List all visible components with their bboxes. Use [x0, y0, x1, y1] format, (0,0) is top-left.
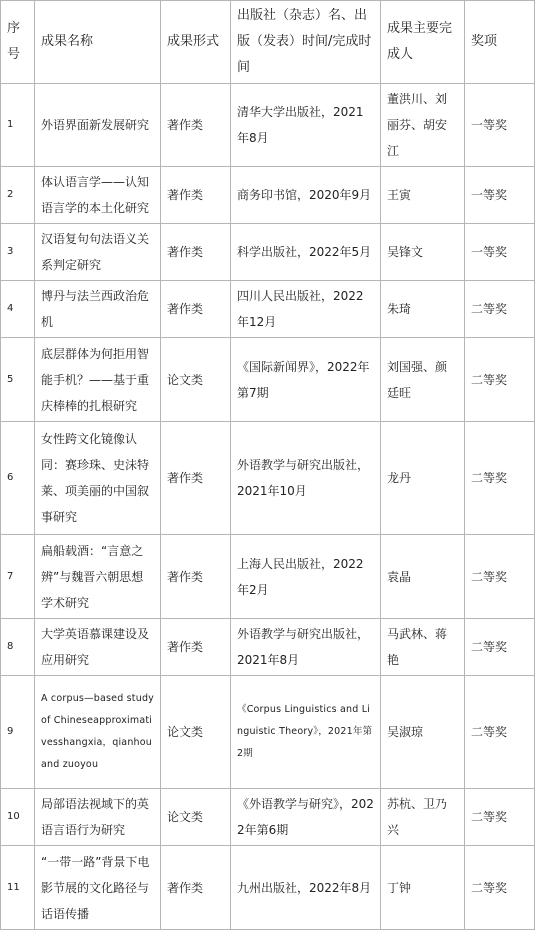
table-row [1, 338, 535, 422]
row-award: 一等奖 [465, 224, 535, 281]
row-award: 二等奖 [465, 846, 535, 930]
row-authors: 吴锋文 [381, 224, 465, 281]
row-award: 二等奖 [465, 535, 535, 619]
row-form: 著作类 [161, 167, 231, 224]
table-row [1, 84, 535, 167]
row-form: 著作类 [161, 422, 231, 535]
header-form: 成果形式 [161, 1, 231, 84]
row-name: 扁船载酒：“言意之辨”与魏晋六朝思想学术研究 [35, 535, 161, 619]
row-no: 11 [1, 846, 35, 930]
header-authors: 成果主要完成人 [381, 1, 465, 84]
table-row [1, 619, 535, 676]
row-name: A corpus—based study of Chineseapproximativesshangxia，qianhou and zuoyou [35, 676, 161, 789]
row-name: 外语界面新发展研究 [35, 84, 161, 167]
row-no: 9 [1, 676, 35, 789]
row-award: 二等奖 [465, 338, 535, 422]
row-publisher: 科学出版社，2022年5月 [231, 224, 381, 281]
row-authors: 苏杭、卫乃兴 [381, 789, 465, 846]
row-publisher: 四川人民出版社，2022年12月 [231, 281, 381, 338]
row-no: 7 [1, 535, 35, 619]
row-form: 著作类 [161, 846, 231, 930]
row-authors: 朱琦 [381, 281, 465, 338]
row-form: 著作类 [161, 535, 231, 619]
row-award: 一等奖 [465, 167, 535, 224]
row-no: 5 [1, 338, 35, 422]
row-award: 二等奖 [465, 789, 535, 846]
row-authors: 丁钟 [381, 846, 465, 930]
row-authors: 董洪川、刘丽芬、胡安江 [381, 84, 465, 167]
row-no: 3 [1, 224, 35, 281]
header-publisher: 出版社（杂志）名、出版（发表）时间/完成时间 [231, 1, 381, 84]
row-form: 著作类 [161, 84, 231, 167]
row-form: 论文类 [161, 789, 231, 846]
row-publisher: 《国际新闻界》，2022年第7期 [231, 338, 381, 422]
table-row [1, 167, 535, 224]
row-award: 二等奖 [465, 281, 535, 338]
row-form: 论文类 [161, 338, 231, 422]
table-row [1, 281, 535, 338]
row-name: 大学英语慕课建设及应用研究 [35, 619, 161, 676]
header-name: 成果名称 [35, 1, 161, 84]
header-no: 序号 [1, 1, 35, 84]
row-no: 6 [1, 422, 35, 535]
table-row [1, 789, 535, 846]
row-authors: 龙丹 [381, 422, 465, 535]
table-row [1, 676, 535, 789]
table-row [1, 535, 535, 619]
row-award: 二等奖 [465, 422, 535, 535]
row-publisher: 《Corpus Linguistics and Linguistic Theory》，2021年第2期 [231, 676, 381, 789]
row-form: 著作类 [161, 281, 231, 338]
row-no: 1 [1, 84, 35, 167]
row-name: 博丹与法兰西政治危机 [35, 281, 161, 338]
row-name: “一带一路”背景下电影节展的文化路径与话语传播 [35, 846, 161, 930]
row-publisher: 外语教学与研究出版社，2021年10月 [231, 422, 381, 535]
row-publisher: 上海人民出版社，2022年2月 [231, 535, 381, 619]
row-publisher: 清华大学出版社，2021年8月 [231, 84, 381, 167]
row-name: 局部语法视域下的英语言语行为研究 [35, 789, 161, 846]
row-authors: 袁晶 [381, 535, 465, 619]
row-no: 8 [1, 619, 35, 676]
row-no: 2 [1, 167, 35, 224]
row-form: 著作类 [161, 619, 231, 676]
table-row [1, 224, 535, 281]
row-publisher: 九州出版社，2022年8月 [231, 846, 381, 930]
row-authors: 吴淑琼 [381, 676, 465, 789]
row-authors: 马武林、蒋艳 [381, 619, 465, 676]
row-name: 体认语言学——认知语言学的本土化研究 [35, 167, 161, 224]
row-authors: 王寅 [381, 167, 465, 224]
row-authors: 刘国强、颜廷旺 [381, 338, 465, 422]
row-award: 二等奖 [465, 676, 535, 789]
row-publisher: 《外语教学与研究》，2022年第6期 [231, 789, 381, 846]
table-row [1, 422, 535, 535]
row-award: 二等奖 [465, 619, 535, 676]
row-publisher: 外语教学与研究出版社，2021年8月 [231, 619, 381, 676]
row-form: 著作类 [161, 224, 231, 281]
row-no: 4 [1, 281, 35, 338]
row-form: 论文类 [161, 676, 231, 789]
row-award: 一等奖 [465, 84, 535, 167]
header-row [1, 1, 535, 84]
row-publisher: 商务印书馆，2020年9月 [231, 167, 381, 224]
row-name: 汉语复句句法语义关系判定研究 [35, 224, 161, 281]
row-name: 底层群体为何拒用智能手机？——基于重庆棒棒的扎根研究 [35, 338, 161, 422]
header-award: 奖项 [465, 1, 535, 84]
row-name: 女性跨文化镜像认同：赛珍珠、史沫特莱、项美丽的中国叙事研究 [35, 422, 161, 535]
row-no: 10 [1, 789, 35, 846]
